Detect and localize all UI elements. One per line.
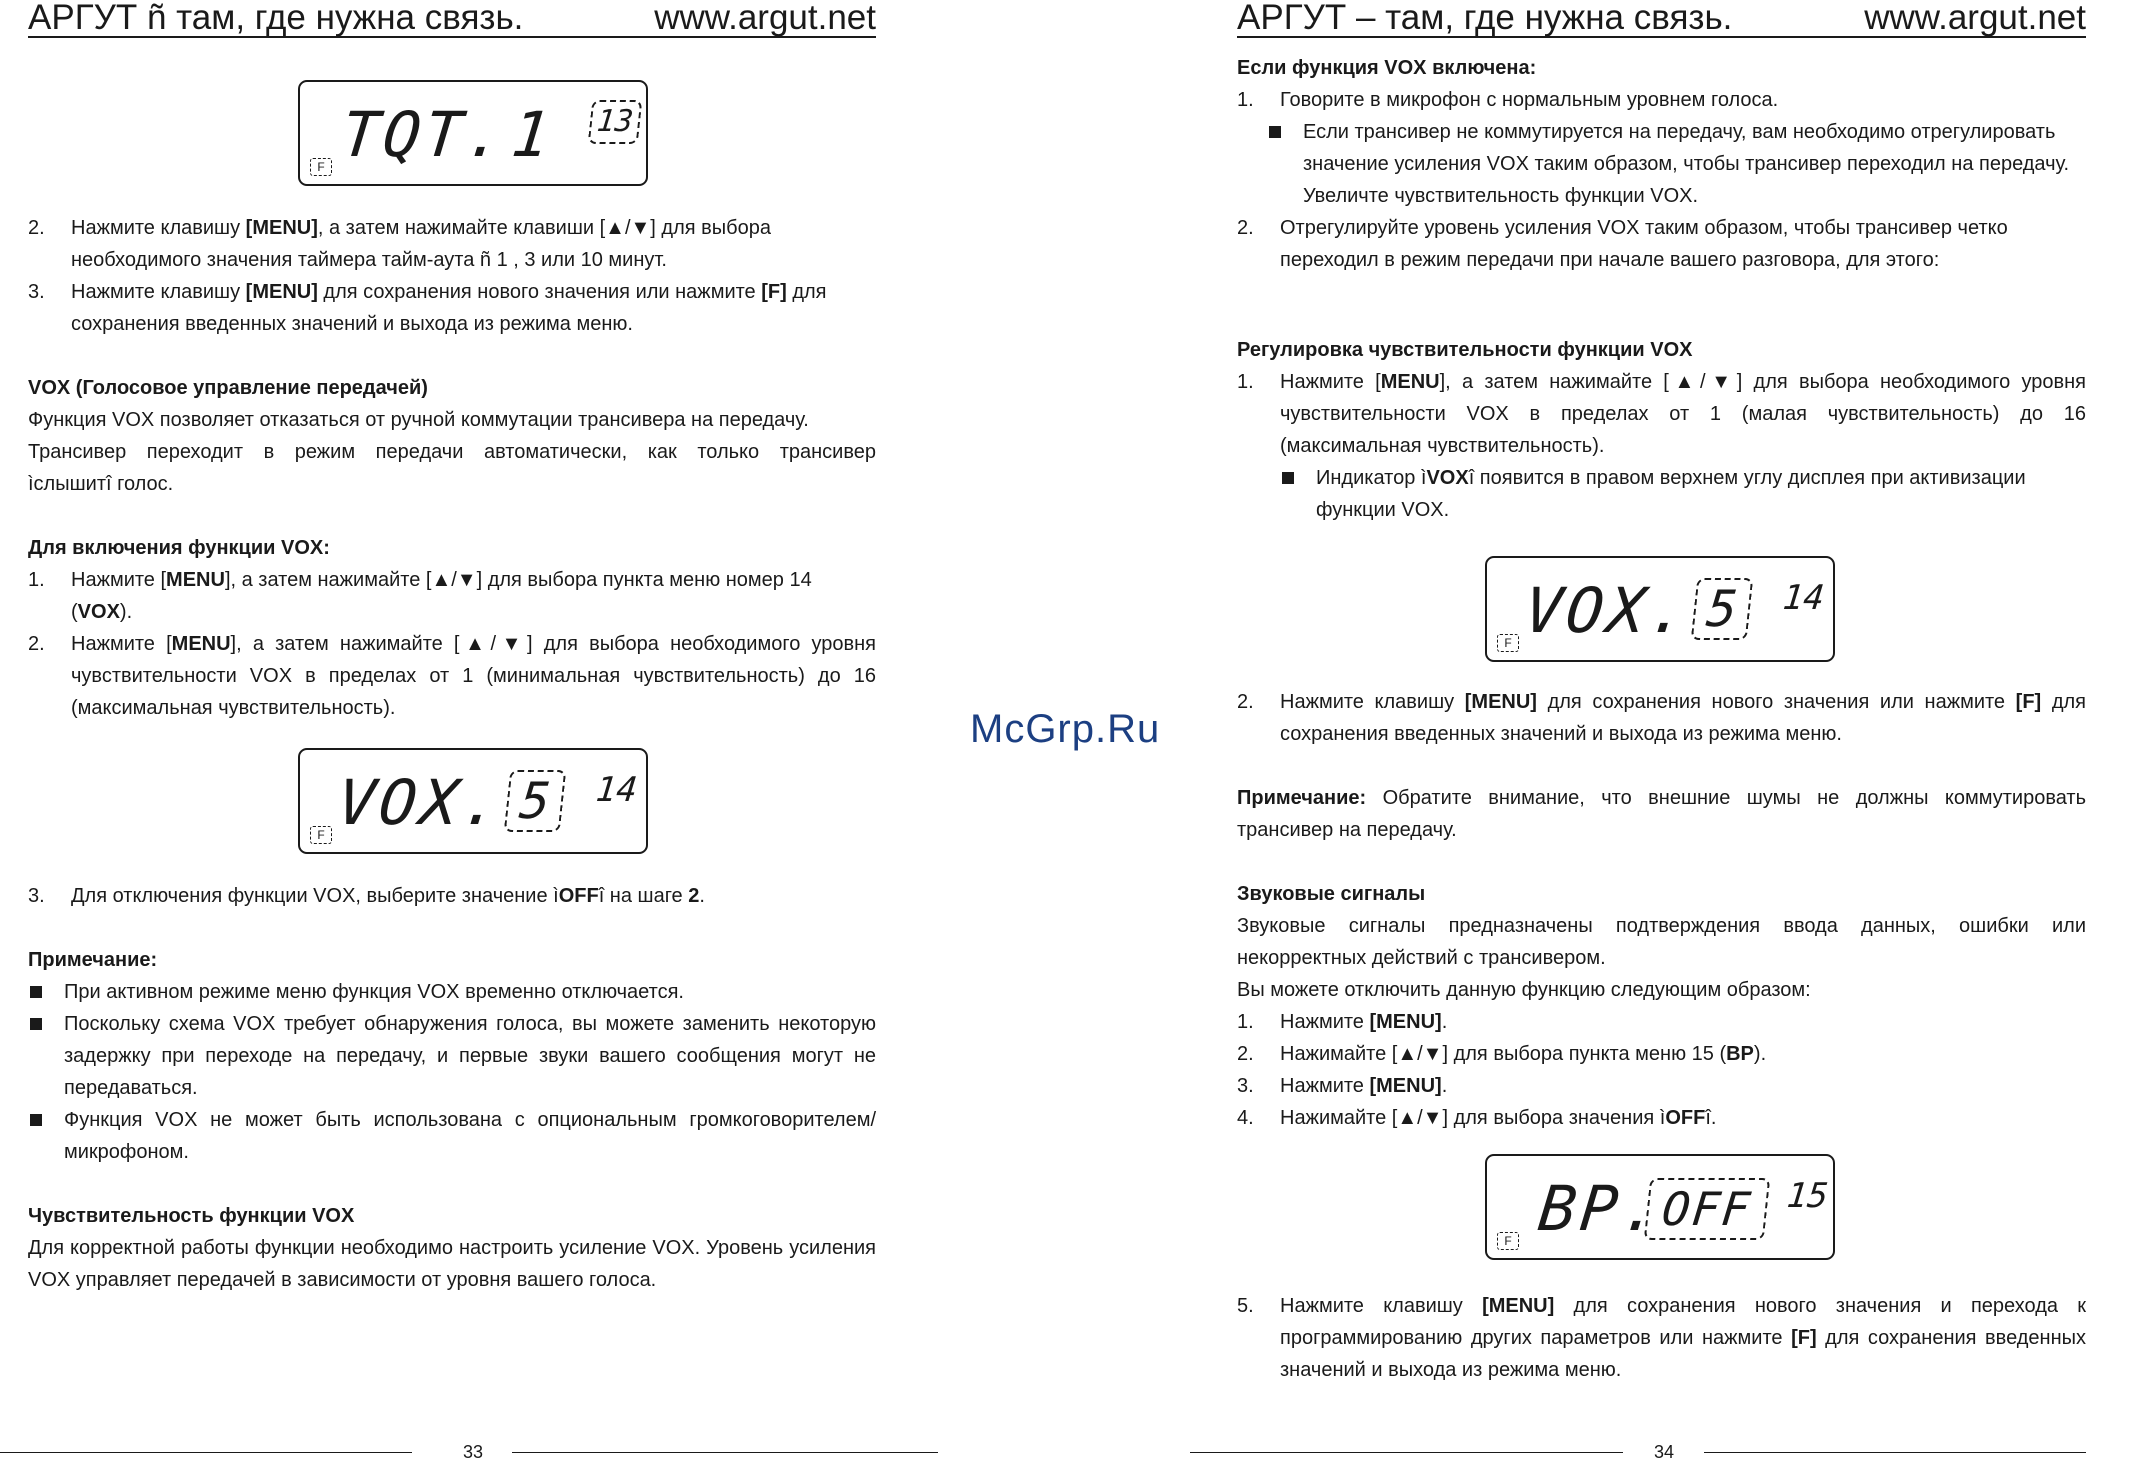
step-item: 3. Нажмите [MENU].	[1237, 1075, 1448, 1097]
lcd-display-vox	[298, 748, 648, 854]
note-paragraph: Примечание: Обратите внимание, что внешние шумы не должны коммутировать трансивер на передачу.	[1237, 787, 2086, 841]
adjust-step-2	[1237, 686, 2086, 750]
step-item: 1. Нажмите [MENU], а затем нажимайте [▲/▼] для выбора необходимого уровня чувствительности VOX в пределах от 1 (малая чувствительность) до 16 (максимальная чувствительность).	[1237, 371, 2087, 457]
bullet-item: Функция VOX не может быть использована с опциональным громкоговорителем/микрофоном.	[28, 1104, 876, 1168]
lcd-menu-number: 14	[1780, 578, 1827, 618]
section-heading: VOX (Голосовое управление передачей)	[28, 377, 428, 399]
lcd-value: 5	[1691, 578, 1754, 640]
step-item: 4. Нажимайте [▲/▼] для выбора значения ìOFFî.	[1237, 1107, 1717, 1129]
lcd-main-text: BP.	[1535, 1172, 1667, 1245]
header-title: АРГУТ ñ там, где нужна связь.	[28, 0, 524, 37]
note-section	[28, 944, 876, 1168]
step-item: 3. Для отключения функции VOX, выберите значение ìOFFî на шаге 2.	[28, 885, 705, 907]
lcd-main-text: VOX.	[334, 766, 508, 839]
section-heading: Чувствительность функции VOX	[28, 1205, 355, 1227]
sensitivity-section	[28, 1200, 876, 1296]
header-title: АРГУТ – там, где нужна связь.	[1237, 0, 1733, 37]
page-33	[28, 0, 876, 1460]
bullet-item: При активном режиме меню функция VOX временно отключается.	[28, 976, 876, 1008]
lcd-display-vox	[1485, 556, 1835, 662]
step-item: 5. Нажмите клавишу [MENU] для сохранения нового значения и перехода к программированию других параметров или нажмите [F] для сохранения введенных значений и выхода из режима меню.	[1237, 1295, 2087, 1381]
lcd-menu-number: 14	[593, 770, 640, 810]
paragraph-line: Функция VOX позволяет отказаться от ручной коммутации трансивера на передачу.	[28, 409, 809, 431]
step-item: 2. Нажмите клавишу [MENU], а затем нажимайте клавиши [▲/▼] для выбора необходимого значения таймера тайм-аута ñ 1 , 3 или 10 минут.	[28, 217, 771, 271]
page-number: 34	[1653, 1442, 1675, 1462]
step-item: 1. Говорите в микрофон с нормальным уровнем голоса.	[1237, 89, 1779, 111]
watermark-logo: McGrp.Ru	[970, 707, 1161, 751]
section-heading: Регулировка чувствительности функции VOX	[1237, 339, 1693, 361]
step-item: 2. Нажмите клавишу [MENU] для сохранения нового значения или нажмите [F] для сохранения введенных значений и выхода из режима меню.	[1237, 691, 2086, 745]
lcd-value: 5	[504, 770, 567, 832]
sound-step-5	[1237, 1290, 2086, 1386]
step-item: 2. Нажмите [MENU], а затем нажимайте [▲/▼] для выбора необходимого уровня чувствительности VOX в пределах от 1 (минимальная чувствительность) до 16 (максимальная чувствительность).	[28, 633, 876, 719]
sound-section	[1237, 878, 2086, 1134]
page-footer	[1237, 1442, 2086, 1470]
section-heading: Примечание:	[28, 949, 158, 971]
lcd-menu-number: 13	[588, 100, 643, 144]
lcd-f-indicator: F	[1497, 634, 1519, 652]
step-item: 1. Нажмите [MENU], а затем нажимайте [▲/▼] для выбора пункта меню номер 14 (VOX).	[28, 569, 812, 623]
section-heading: Звуковые сигналы	[1237, 883, 1426, 905]
enable-section	[28, 532, 876, 724]
lcd-f-indicator: F	[310, 158, 332, 176]
lcd-display-tot	[298, 80, 648, 186]
lcd-main-text: TQT.	[338, 98, 512, 171]
step-item: 2. Нажимайте [▲/▼] для выбора пункта меню 15 (BP).	[1237, 1043, 1767, 1065]
page-header	[28, 0, 876, 38]
header-url: www.argut.net	[654, 0, 876, 37]
bullet-item: Индикатор ìVOXî появится в правом верхнем углу дисплея при активизации функции VOX.	[1237, 462, 2086, 526]
vox-on-section	[1237, 52, 2086, 276]
vox-section	[28, 372, 876, 500]
paragraph-line: Трансивер переходит в режим передачи автоматически, как только трансивер	[28, 441, 876, 463]
page-header	[1237, 0, 2086, 38]
step-item: 3. Нажмите клавишу [MENU] для сохранения нового значения или нажмите [F] для сохранения введенных значений и выхода из режима меню.	[28, 281, 827, 335]
paragraph: Для корректной работы функции необходимо настроить усиление VOX. Уровень усиления VOX управляет передачей в зависимости от уровня вашего голоса.	[28, 1237, 876, 1291]
lcd-f-indicator: F	[310, 826, 332, 844]
paragraph: Вы можете отключить данную функцию следующим образом:	[1237, 979, 1811, 1001]
step-item: 1. Нажмите [MENU].	[1237, 1011, 1448, 1033]
page-footer	[28, 1442, 876, 1470]
paragraph-line: ìслышитî голос.	[28, 473, 174, 495]
section-heading: Если функция VOX включена:	[1237, 57, 1537, 79]
timer-steps	[28, 212, 876, 340]
paragraph: Звуковые сигналы предназначены подтверждения ввода данных, ошибки или некорректных действий с трансивером.	[1237, 915, 2086, 969]
disable-step	[28, 880, 876, 912]
lcd-value: OFF	[1644, 1178, 1771, 1240]
lcd-f-indicator: F	[1497, 1232, 1519, 1250]
lcd-menu-number: 15	[1784, 1176, 1831, 1216]
note-section	[1237, 782, 2086, 846]
header-url: www.argut.net	[1864, 0, 2086, 37]
lcd-digit: 1	[508, 98, 558, 171]
section-heading: Для включения функции VOX:	[28, 537, 330, 559]
lcd-main-text: VOX.	[1521, 574, 1695, 647]
bullet-item: Если трансивер не коммутируется на передачу, вам необходимо отрегулировать значение усиления VOX таким образом, чтобы трансивер переходил на передачу. Увеличте чувствительность функции VOX.	[1237, 116, 2086, 212]
step-item: 2. Отрегулируйте уровень усиления VOX таким образом, чтобы трансивер четко переходил в режим передачи при начале вашего разговора, для этого:	[1237, 217, 2008, 271]
page-34	[1237, 0, 2086, 1460]
bullet-item: Поскольку схема VOX требует обнаружения голоса, вы можете заменить некоторую задержку при переходе на передачу, и первые звуки вашего сообщения могут не передаваться.	[28, 1008, 876, 1104]
lcd-display-bp	[1485, 1154, 1835, 1260]
page-number: 33	[462, 1442, 484, 1462]
adjust-section	[1237, 334, 2086, 526]
